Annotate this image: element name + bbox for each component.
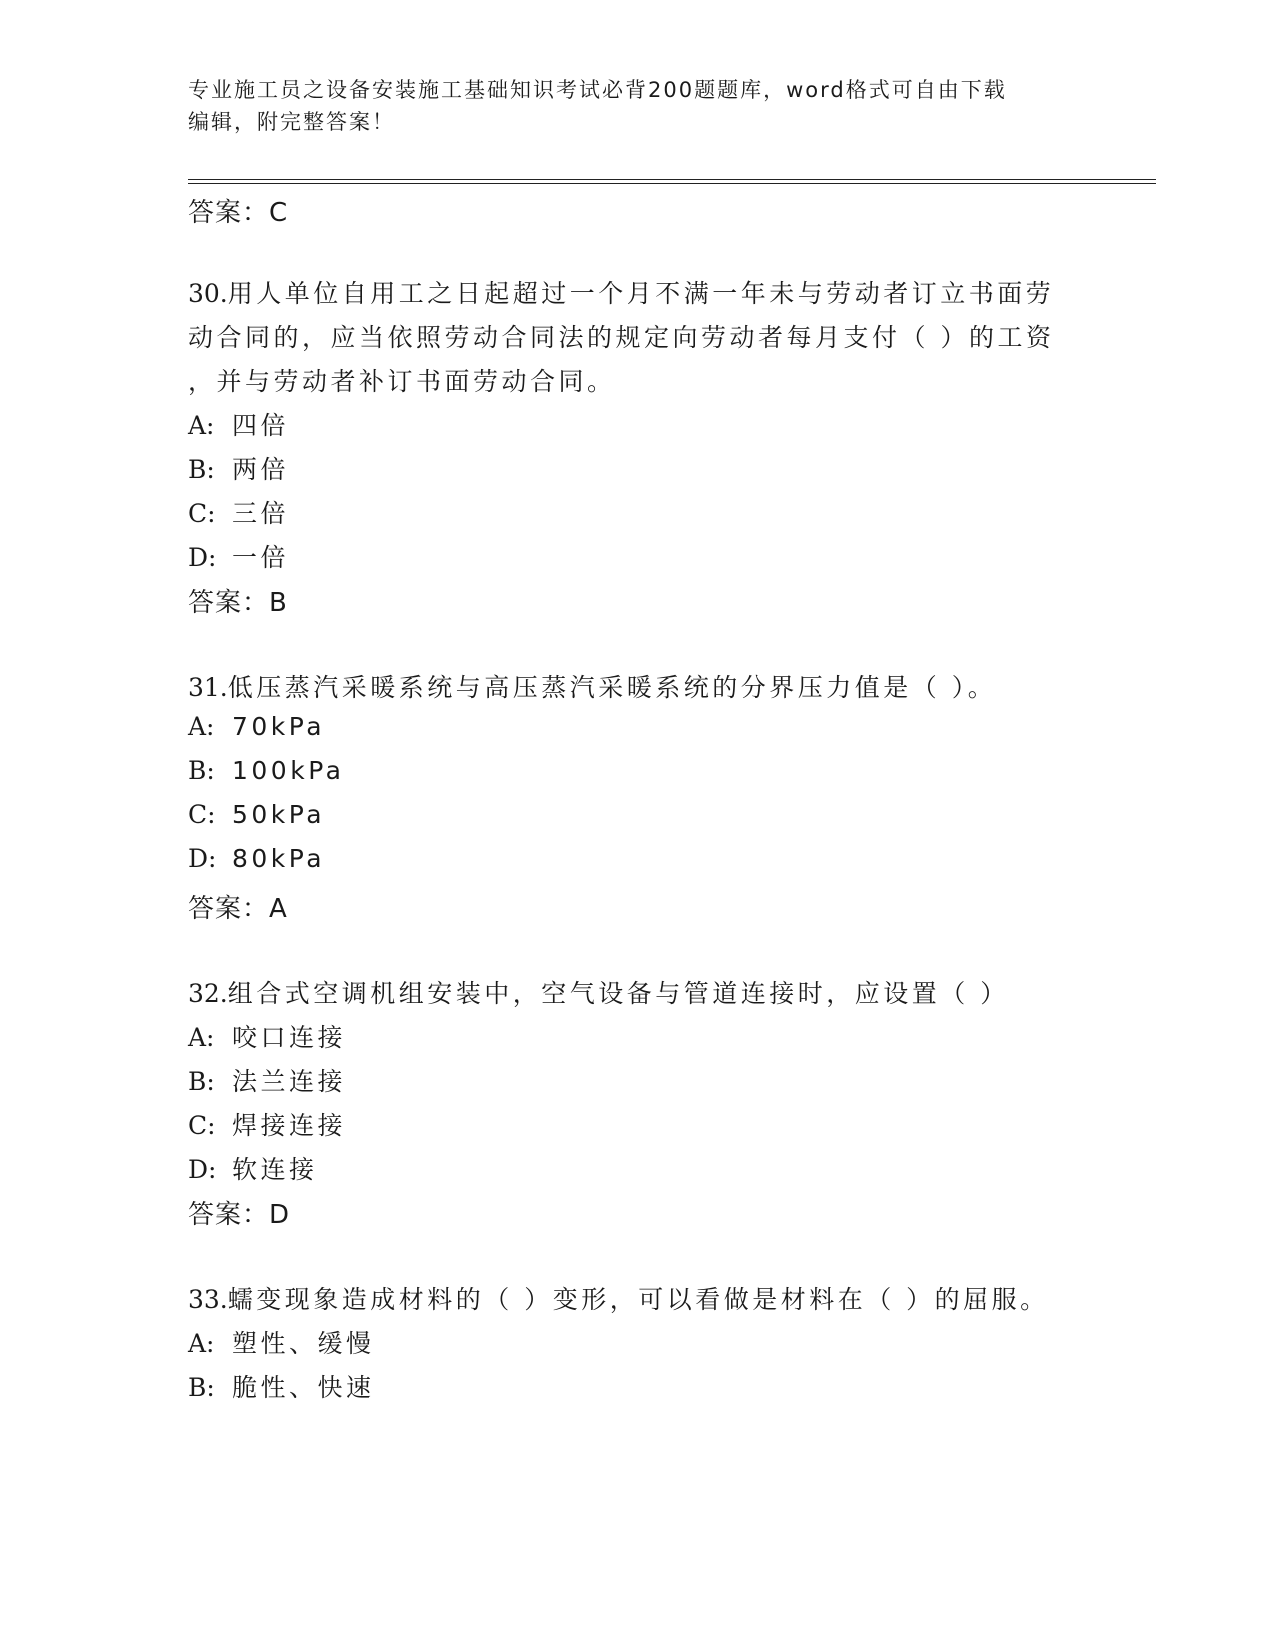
option-text: 一倍 — [232, 543, 290, 572]
question-text: 用人单位自用工之日起超过一个月不满一年未与劳动者订立书面劳 — [227, 279, 1055, 308]
option-d — [188, 844, 325, 873]
question-text: 组合式空调机组安装中，空气设备与管道连接时，应设置（ ） — [227, 979, 1009, 1008]
option-text: 焊接连接 — [232, 1111, 347, 1140]
option-c — [188, 800, 325, 829]
answer-value: A — [269, 894, 288, 924]
option-label: A: — [188, 712, 215, 741]
option-label: C: — [188, 499, 216, 528]
question-number: 31. — [188, 673, 228, 702]
answer-line — [188, 1194, 290, 1231]
option-text: 100kPa — [232, 756, 345, 785]
answer-value: C — [269, 198, 289, 228]
option-text: 法兰连接 — [232, 1067, 347, 1096]
option-text: 脆性、快速 — [232, 1373, 375, 1402]
option-label: D: — [188, 543, 217, 572]
option-label: A: — [188, 1023, 215, 1052]
option-label: D: — [188, 844, 217, 873]
option-c — [188, 1106, 346, 1142]
question-text: 蠕变现象造成材料的（ ）变形，可以看做是材料在（ ）的屈服。 — [227, 1285, 1049, 1314]
question-text-line — [188, 274, 1054, 310]
option-text: 咬口连接 — [232, 1023, 347, 1052]
option-label: A: — [188, 1329, 215, 1358]
option-a — [188, 1324, 375, 1360]
header-rule-top — [188, 179, 1156, 180]
question-number: 32. — [188, 979, 228, 1008]
answer-prefix: 答案： — [188, 588, 270, 618]
answer-line — [188, 888, 288, 925]
answer-prefix: 答案： — [188, 894, 270, 924]
option-text: 软连接 — [232, 1155, 318, 1184]
question-text-line: ，并与劳动者补订书面劳动合同。 — [188, 367, 616, 396]
option-text: 两倍 — [232, 455, 290, 484]
option-label: B: — [188, 455, 215, 484]
question-text-line: 动合同的，应当依照劳动合同法的规定向劳动者每月支付（ ）的工资 — [188, 323, 1055, 352]
option-text: 50kPa — [232, 800, 326, 829]
option-text: 70kPa — [232, 712, 326, 741]
option-b — [188, 1368, 375, 1404]
header-line-2: 编辑，附完整答案！ — [188, 110, 395, 134]
question-text-line — [188, 1280, 1049, 1316]
answer-line — [188, 582, 288, 619]
option-b — [188, 1062, 346, 1098]
question-number: 33. — [188, 1285, 228, 1314]
answer-line — [188, 192, 288, 229]
option-text: 三倍 — [232, 499, 290, 528]
option-label: A: — [188, 411, 215, 440]
header-rule-bottom — [188, 183, 1156, 184]
header-line-1: 专业施工员之设备安装施工基础知识考试必背200题题库，word格式可自由下载 — [188, 78, 1007, 102]
option-d — [188, 1150, 318, 1186]
option-label: C: — [188, 800, 216, 829]
option-label: D: — [188, 1155, 217, 1184]
question-number: 30. — [188, 279, 228, 308]
option-label: C: — [188, 1111, 216, 1140]
document-header — [188, 74, 1068, 138]
answer-prefix: 答案： — [188, 1200, 270, 1230]
question-text-line — [188, 668, 996, 704]
option-text: 80kPa — [232, 844, 326, 873]
option-text: 四倍 — [232, 411, 290, 440]
answer-value: D — [269, 1200, 291, 1230]
option-a — [188, 406, 289, 442]
option-b — [188, 756, 344, 785]
question-text-line — [188, 974, 1009, 1010]
option-a — [188, 712, 325, 741]
option-label: B: — [188, 756, 215, 785]
answer-prefix: 答案： — [188, 198, 270, 228]
answer-value: B — [269, 588, 288, 618]
option-a — [188, 1018, 346, 1054]
option-text: 塑性、缓慢 — [232, 1329, 375, 1358]
option-b — [188, 450, 289, 486]
option-label: B: — [188, 1373, 215, 1402]
question-text: 低压蒸汽采暖系统与高压蒸汽采暖系统的分界压力值是（ ）。 — [227, 673, 997, 702]
option-c — [188, 494, 289, 530]
option-label: B: — [188, 1067, 215, 1096]
option-d — [188, 538, 289, 574]
